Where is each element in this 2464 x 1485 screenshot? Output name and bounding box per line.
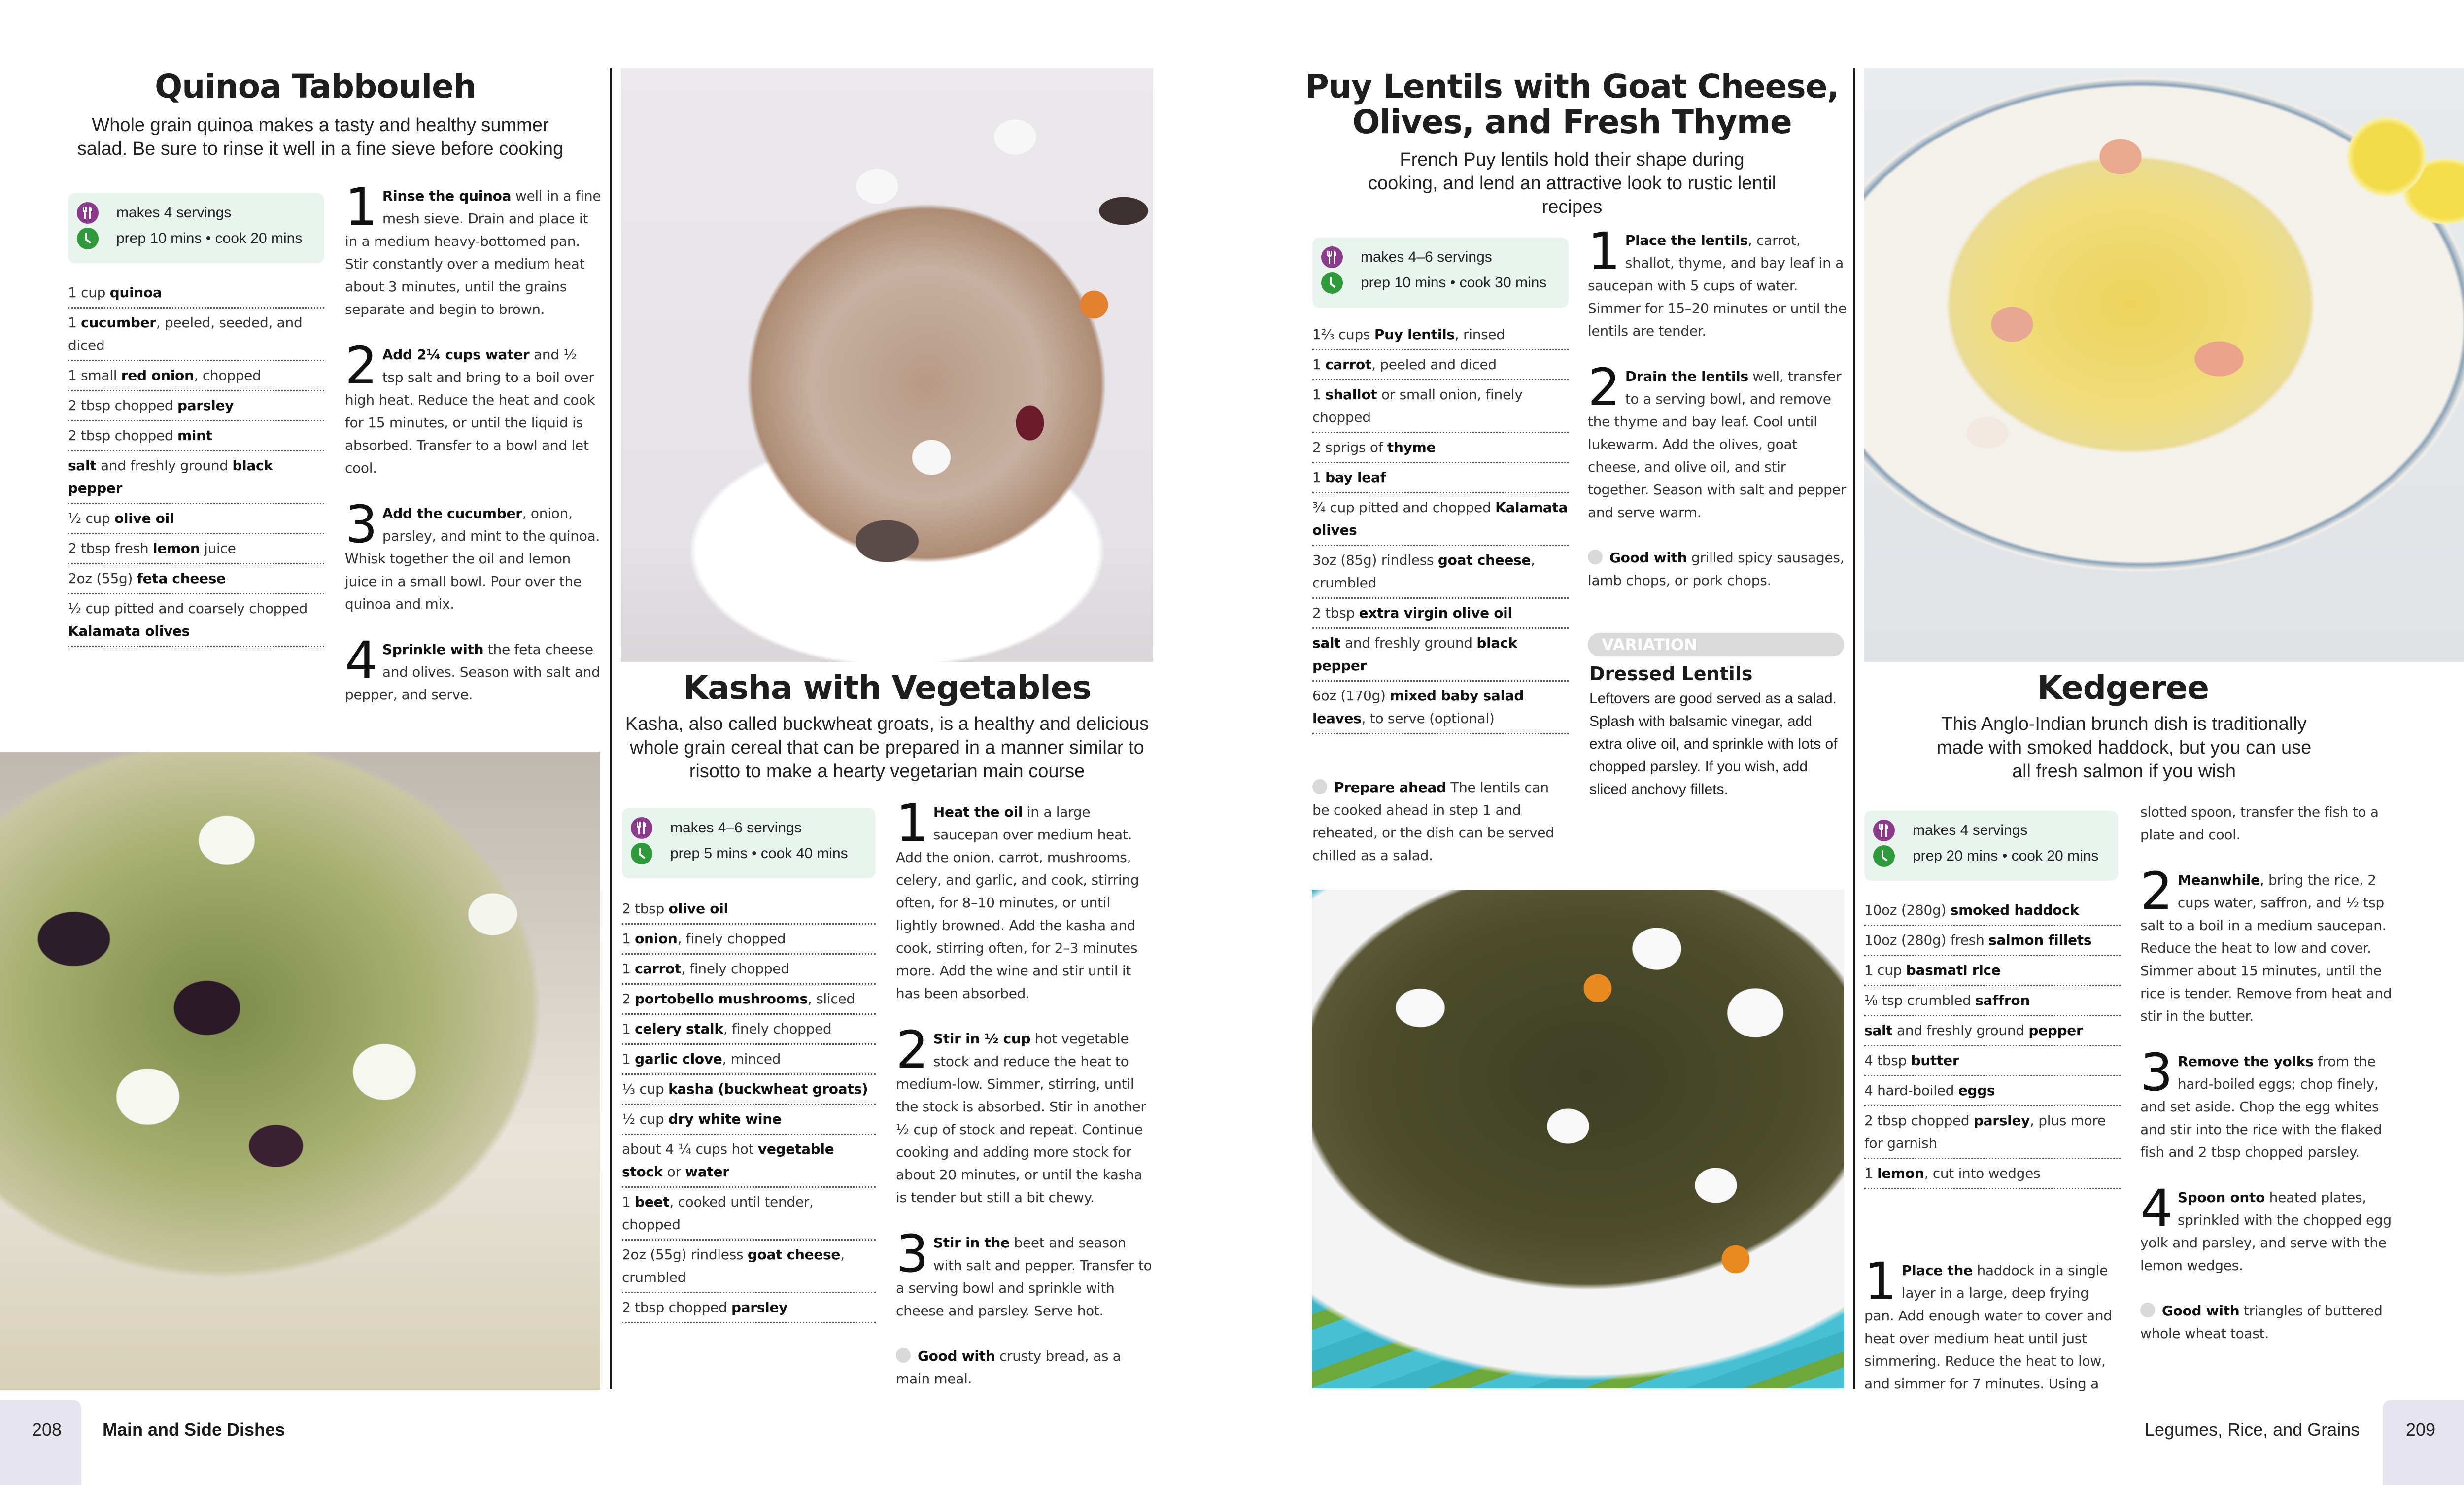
ingredient-item: ⅓ cup kasha (buckwheat groats) bbox=[622, 1075, 876, 1105]
ingredient-item: ½ cup pitted and coarsely chopped Kalamata olives bbox=[68, 594, 324, 647]
ingredient-item: 1 cup quinoa bbox=[68, 278, 324, 309]
method-step-1-kedgeree bbox=[1864, 1251, 2121, 1418]
fork-knife-icon bbox=[631, 817, 652, 839]
recipe-title-quinoa-tabbouleh: Quinoa Tabbouleh bbox=[155, 68, 476, 105]
prepare-ahead-note: Prepare ahead The lentils can be cooked ahead in step 1 and reheated, or the dish can be served chilled as a salad. bbox=[1312, 779, 1554, 863]
clock-icon bbox=[1321, 272, 1343, 294]
recipe-info-box-lentils bbox=[1312, 238, 1569, 308]
servings-text: makes 4 servings bbox=[116, 205, 232, 221]
method-steps-lentils bbox=[1588, 221, 1849, 592]
method-step: 2 Drain the lentils well, transfer to a serving bowl, and remove the thyme and bay leaf. Cool until lukewarm. Add the olives, goat cheese, and olive oil, and stir together. Season with salt and pepper and serve warm. bbox=[1588, 357, 1846, 520]
ingredient-item: 2 portobello mushrooms, sliced bbox=[622, 985, 876, 1015]
time-text: prep 10 mins • cook 30 mins bbox=[1361, 275, 1547, 291]
method-steps-kedgeree bbox=[2140, 801, 2401, 1345]
ingredient-item: 2 tbsp chopped mint bbox=[68, 421, 324, 451]
time-row bbox=[1321, 270, 1560, 296]
servings-text: makes 4–6 servings bbox=[670, 820, 802, 836]
ingredient-item: 2 tbsp chopped parsley, plus more for garnish bbox=[1864, 1106, 2121, 1159]
ingredient-item: ½ cup olive oil bbox=[68, 504, 324, 534]
recipe-info-box-quinoa bbox=[68, 193, 324, 263]
clock-icon bbox=[631, 843, 652, 864]
photo-kedgeree bbox=[1864, 68, 2464, 662]
method-steps-quinoa bbox=[345, 177, 601, 729]
ingredient-item: 4 hard-boiled eggs bbox=[1864, 1076, 2121, 1106]
recipe-intro-kasha-with-vegetables: Kasha, also called buckwheat groats, is a healthy and delicious whole grain cereal that can be prepared in a manner similar to risotto to make a hearty vegetarian main course bbox=[625, 714, 1149, 782]
grey-dot-icon bbox=[1312, 779, 1327, 794]
title-line-2: Olives, and Fresh Thyme bbox=[1352, 103, 1792, 141]
fork-knife-icon bbox=[1321, 246, 1343, 268]
clock-icon bbox=[1873, 845, 1895, 867]
variation-label: VARIATION bbox=[1588, 633, 1844, 656]
ingredient-item: 2oz (55g) feta cheese bbox=[68, 564, 324, 594]
servings-row bbox=[631, 815, 867, 841]
ingredient-item: 2 tbsp fresh lemon juice bbox=[68, 534, 324, 564]
ingredient-item: 1 cucumber, peeled, seeded, and diced bbox=[68, 309, 324, 361]
ingredient-item: ⅛ tsp crumbled saffron bbox=[1864, 986, 2121, 1016]
ingredient-item: 1 small red onion, chopped bbox=[68, 361, 324, 391]
ingredient-item: 2 tbsp olive oil bbox=[622, 895, 876, 925]
ingredient-item: 1 cup basmati rice bbox=[1864, 956, 2121, 986]
ingredient-item: salt and freshly ground black pepper bbox=[1312, 629, 1569, 682]
method-step: 3 Remove the yolks from the hard-boiled eggs; chop finely, and set aside. Chop the egg whites and stir into the rice with the flaked fish and 2 tbsp chopped parsley. bbox=[2140, 1042, 2382, 1160]
method-step: 1 Rinse the quinoa well in a fine mesh sieve. Drain and place it in a medium heavy-bottomed pan. Stir constantly over a medium heat about 3 minutes, until the grains separate and begin to brown. bbox=[345, 177, 601, 317]
ingredient-item: 2 sprigs of thyme bbox=[1312, 433, 1569, 463]
recipe-title-kedgeree: Kedgeree bbox=[2037, 669, 2209, 707]
method-step: 4 Spoon onto heated plates, sprinkled with the chopped egg yolk and parsley, and serve with the lemon wedges. bbox=[2140, 1178, 2392, 1274]
method-step: 2 Add 2¼ cups water and ½ tsp salt and bring to a boil over high heat. Reduce the heat and cook for 15 minutes, or until the liquid is absorbed. Transfer to a bowl and let cool. bbox=[345, 336, 595, 476]
column-divider bbox=[610, 68, 612, 1389]
method-step: 1 Place the lentils, carrot, shallot, thyme, and bay leaf in a saucepan with 5 cups of water. Simmer for 15–20 minutes or until the lentils are tender. bbox=[1588, 221, 1847, 339]
ingredient-list-lentils bbox=[1312, 320, 1569, 734]
method-step: 3 Stir in the beet and season with salt and pepper. Transfer to a serving bowl and sprinkle with cheese and parsley. Serve hot. bbox=[896, 1224, 1152, 1319]
ingredient-list-kedgeree bbox=[1864, 896, 2121, 1189]
ingredient-item: 1⅔ cups Puy lentils, rinsed bbox=[1312, 320, 1569, 350]
fork-knife-icon bbox=[77, 202, 99, 224]
ingredient-item: 1 bay leaf bbox=[1312, 463, 1569, 493]
ingredient-item: salt and freshly ground black pepper bbox=[68, 451, 324, 504]
page-number-left: 208 bbox=[32, 1419, 62, 1440]
time-text: prep 5 mins • cook 40 mins bbox=[670, 845, 848, 862]
ingredient-item: 1 beet, cooked until tender, chopped bbox=[622, 1188, 876, 1241]
title-line-1: Puy Lentils with Goat Cheese, bbox=[1305, 68, 1839, 105]
photo-puy-lentils bbox=[1312, 890, 1844, 1388]
method-step: 4 Sprinkle with the feta cheese and olives. Season with salt and pepper, and serve. bbox=[345, 630, 600, 703]
recipe-info-box-kasha bbox=[622, 808, 876, 878]
fork-knife-icon bbox=[1873, 820, 1895, 841]
ingredient-item: 4 tbsp butter bbox=[1864, 1046, 2121, 1076]
method-step: 2 Stir in ½ cup hot vegetable stock and reduce the heat to medium-low. Simmer, stirring, until the stock is absorbed. Stir in another ½ cup of stock and repeat. Continue cooking and adding more stock for about 20 minutes, or until the kasha is tender but still a bit chewy. bbox=[896, 1020, 1146, 1206]
ingredient-list-quinoa bbox=[68, 278, 324, 647]
time-row bbox=[1873, 843, 2109, 869]
ingredient-item: 1 shallot or small onion, finely chopped bbox=[1312, 380, 1569, 433]
method-step: 1 Place the haddock in a single layer in a large, deep frying pan. Add enough water to cover and heat over medium heat until just simmering. Reduce the heat to low, and simmer for 7 minutes. Using a bbox=[1864, 1251, 2112, 1392]
ingredient-item: 2 tbsp chopped parsley bbox=[68, 391, 324, 421]
servings-text: makes 4–6 servings bbox=[1361, 249, 1492, 265]
recipe-title-kasha-with-vegetables: Kasha with Vegetables bbox=[683, 669, 1091, 707]
time-row bbox=[77, 226, 315, 251]
servings-row bbox=[77, 200, 315, 226]
time-text: prep 10 mins • cook 20 mins bbox=[116, 230, 303, 246]
clock-icon bbox=[77, 228, 99, 249]
ingredient-item: 1 carrot, finely chopped bbox=[622, 955, 876, 985]
ingredient-item: 6oz (170g) mixed baby salad leaves, to serve (optional) bbox=[1312, 682, 1569, 734]
good-with-note: Good with crusty bread, as a main meal. bbox=[896, 1348, 1121, 1387]
section-label-left: Main and Side Dishes bbox=[103, 1419, 285, 1440]
ingredient-item: 1 carrot, peeled and diced bbox=[1312, 350, 1569, 380]
ingredient-item: 3oz (85g) rindless goat cheese, crumbled bbox=[1312, 546, 1569, 599]
grey-dot-icon bbox=[1588, 550, 1603, 564]
ingredient-item: 1 garlic clove, minced bbox=[622, 1045, 876, 1075]
good-with-note: Good with triangles of buttered whole wheat toast. bbox=[2140, 1303, 2383, 1342]
ingredient-item: 10oz (280g) fresh salmon fillets bbox=[1864, 926, 2121, 956]
good-with-note: Good with grilled spicy sausages, lamb chops, or pork chops. bbox=[1588, 550, 1845, 588]
ingredient-item: ¾ cup pitted and chopped Kalamata olives bbox=[1312, 493, 1569, 546]
servings-row bbox=[1321, 244, 1560, 270]
method-steps-kasha bbox=[896, 793, 1152, 1390]
grey-dot-icon bbox=[2140, 1303, 2155, 1317]
ingredient-item: 1 onion, finely chopped bbox=[622, 925, 876, 955]
ingredient-item: 10oz (280g) smoked haddock bbox=[1864, 896, 2121, 926]
servings-row bbox=[1873, 818, 2109, 843]
grey-dot-icon bbox=[896, 1348, 911, 1363]
ingredient-item: 2 tbsp chopped parsley bbox=[622, 1293, 876, 1323]
page-number-right: 209 bbox=[2406, 1419, 2436, 1440]
column-divider bbox=[1853, 68, 1855, 1389]
method-step: 2 Meanwhile, bring the rice, 2 cups water, saffron, and ½ tsp salt to a boil in a medium saucepan. Reduce the heat to low and cover. Simmer about 15 minutes, until the rice is tender. Remove from heat and stir in the butter. bbox=[2140, 861, 2392, 1024]
photo-kasha-with-vegetables bbox=[621, 68, 1153, 662]
ingredient-item: ½ cup dry white wine bbox=[622, 1105, 876, 1135]
recipe-intro-kedgeree: This Anglo-Indian brunch dish is traditionally made with smoked haddock, but you can use all fresh salmon if you wish bbox=[1936, 714, 2312, 782]
section-label-right: Legumes, Rice, and Grains bbox=[2145, 1419, 2360, 1440]
ingredient-item: 1 celery stalk, finely chopped bbox=[622, 1015, 876, 1045]
folio-tab-left bbox=[0, 1400, 81, 1485]
folio-tab-right bbox=[2383, 1400, 2464, 1485]
variation-text: Leftovers are good served as a salad. Splash with balsamic vinegar, add extra olive oil, and sprinkle with lots of chopped parsley. If you wish, add sliced anchovy fillets. bbox=[1589, 691, 1838, 797]
ingredient-item: 2oz (55g) rindless goat cheese, crumbled bbox=[622, 1241, 876, 1293]
recipe-intro-puy-lentils: French Puy lentils hold their shape during cooking, and lend an attractive look to rustic lentil recipes bbox=[1368, 149, 1777, 217]
ingredient-item: salt and freshly ground pepper bbox=[1864, 1016, 2121, 1046]
recipe-intro-quinoa-tabbouleh: Whole grain quinoa makes a tasty and healthy summer salad. Be sure to rinse it well in a fine sieve before cooking bbox=[77, 115, 564, 159]
servings-text: makes 4 servings bbox=[1913, 822, 2028, 838]
method-step-continued: slotted spoon, transfer the fish to a plate and cool. bbox=[2140, 804, 2379, 843]
recipe-info-box-kedgeree bbox=[1864, 811, 2118, 881]
time-row bbox=[631, 841, 867, 866]
ingredient-item: 2 tbsp extra virgin olive oil bbox=[1312, 599, 1569, 629]
ingredient-list-kasha bbox=[622, 895, 876, 1323]
ingredient-item: about 4 ¼ cups hot vegetable stock or water bbox=[622, 1135, 876, 1188]
method-step: 1 Heat the oil in a large saucepan over medium heat. Add the onion, carrot, mushrooms, celery, and garlic, and cook, stirring often, for 8–10 minutes, or until lightly browned. Add the kasha and cook, stirring often, for 2–3 minutes more. Add the wine and stir until it has been absorbed. bbox=[896, 793, 1139, 1002]
method-step: 3 Add the cucumber, onion, parsley, and mint to the quinoa. Whisk together the oil and lemon juice in a small bowl. Pour over the quinoa and mix. bbox=[345, 494, 600, 612]
recipe-title-puy-lentils bbox=[1301, 69, 1843, 140]
ingredient-item: 1 lemon, cut into wedges bbox=[1864, 1159, 2121, 1189]
photo-quinoa-tabbouleh bbox=[0, 752, 600, 1390]
time-text: prep 20 mins • cook 20 mins bbox=[1913, 848, 2099, 864]
variation-title: Dressed Lentils bbox=[1589, 663, 1753, 685]
